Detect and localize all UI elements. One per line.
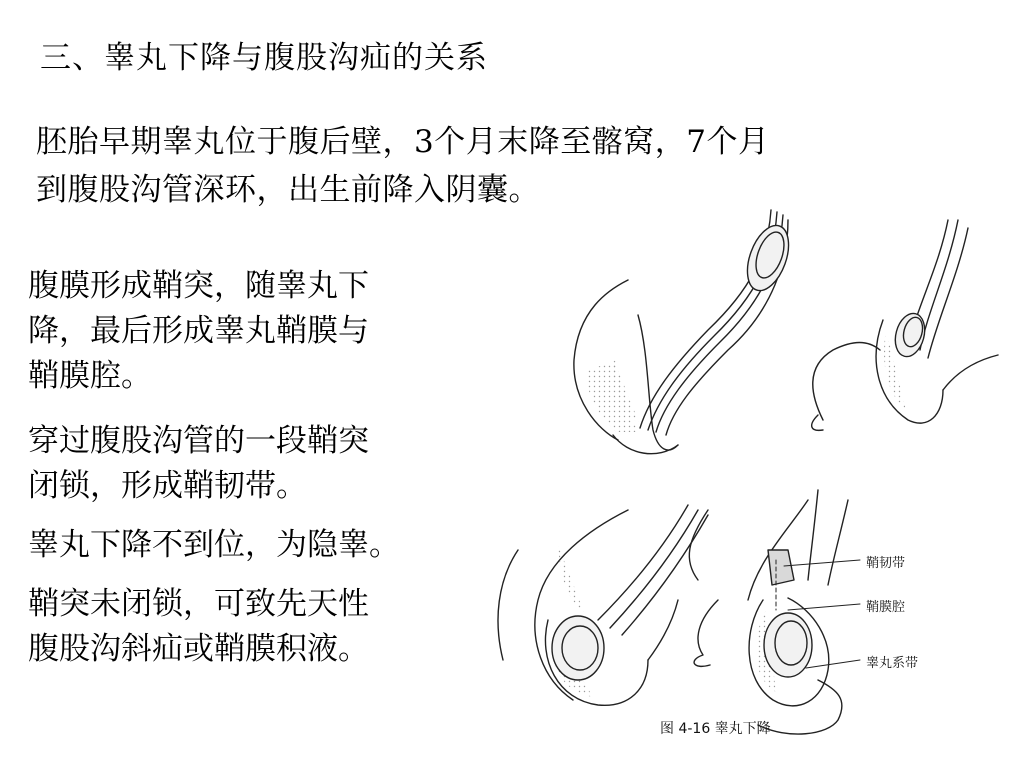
point-line: 闭锁，形成鞘韧带。 <box>28 468 307 504</box>
stage-4-drawing <box>689 490 860 734</box>
point-line: 穿过腹股沟管的一段鞘突 <box>28 423 369 459</box>
point-hernia <box>28 582 478 672</box>
slide-title: 三、睾丸下降与腹股沟疝的关系 <box>40 40 488 76</box>
bullet-list <box>28 264 478 692</box>
anatomy-illustration <box>488 200 1024 768</box>
intro-line: 胚胎早期睾丸位于腹后壁，3个月末降至髂窝，7个月 <box>36 124 770 160</box>
stage-1-drawing <box>574 210 797 454</box>
intro-line: 到腹股沟管深环，出生前降入阴囊。 <box>36 172 540 208</box>
label-vaginal-ligament: 鞘韧带 <box>866 556 906 571</box>
point-cryptorchidism <box>28 523 478 568</box>
figure-caption: 图 4-16 睾丸下降 <box>660 721 771 737</box>
point-line: 腹膜形成鞘突，随睾丸下 <box>28 268 369 304</box>
label-vaginal-cavity: 鞘膜腔 <box>866 600 906 615</box>
stage-2-drawing <box>812 220 998 430</box>
point-line: 睾丸下降不到位，为隐睾。 <box>28 527 400 563</box>
point-peritoneum <box>28 264 478 399</box>
testis-descent-figure <box>488 200 1024 768</box>
stage-3-drawing <box>498 505 708 705</box>
point-ligament <box>28 419 478 509</box>
label-gubernaculum: 睾丸系带 <box>866 656 919 671</box>
point-line: 降，最后形成睾丸鞘膜与 <box>28 313 369 349</box>
point-line: 鞘突未闭锁，可致先天性 <box>28 586 369 622</box>
point-line: 腹股沟斜疝或鞘膜积液。 <box>28 631 369 667</box>
point-line: 鞘膜腔。 <box>28 358 152 394</box>
